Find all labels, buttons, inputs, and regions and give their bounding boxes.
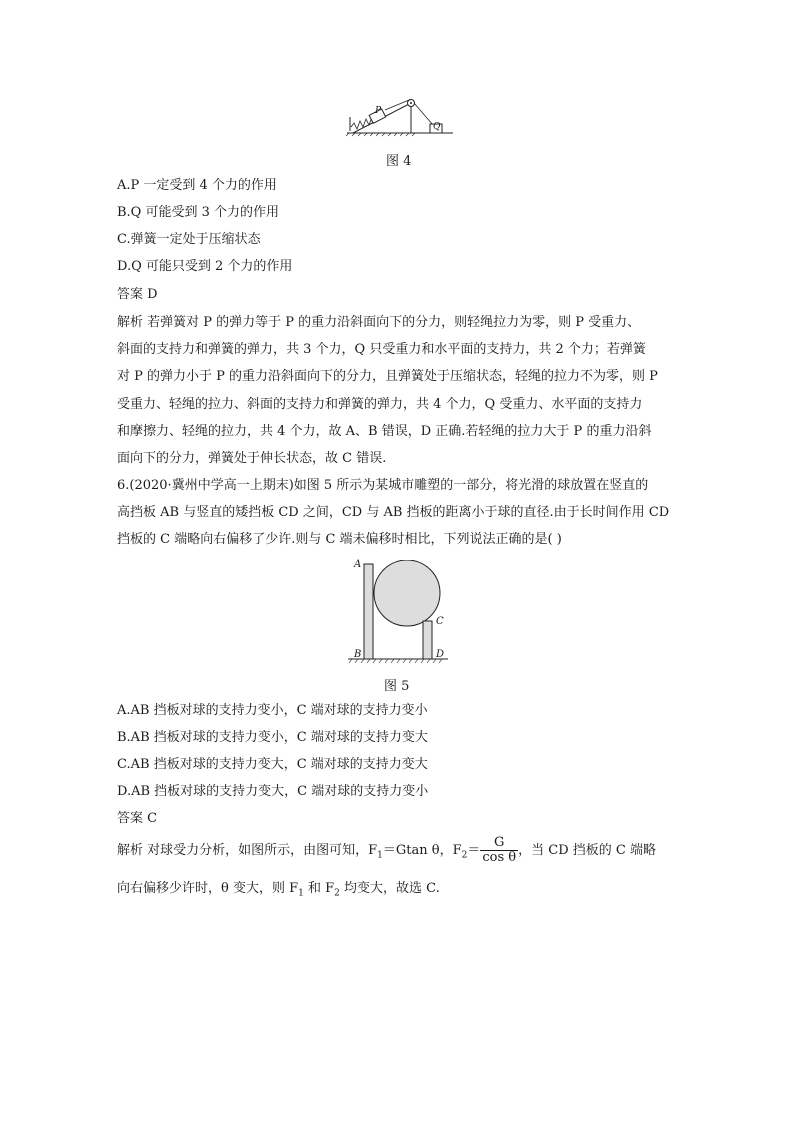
q6-analysis-line-1 <box>117 836 656 870</box>
q5-option-b: B.Q 可能受到 3 个力的作用 <box>117 205 280 220</box>
q6-analysis-line-2 <box>117 880 440 903</box>
fig5-label-a: A <box>354 559 362 570</box>
q5-option-c: C.弹簧一定处于压缩状态 <box>117 232 261 247</box>
q6-option-a: A.AB 挡板对球的支持力变小，C 端对球的支持力变小 <box>117 703 428 718</box>
fraction-g-over-cos-theta <box>480 836 518 865</box>
fraction-denominator: cos θ <box>482 850 517 865</box>
q6-stem-line-1: 6.(2020·冀州中学高一上期末)如图 5 所示为某城市雕塑的一部分，将光滑的球放置在竖直的 <box>117 478 649 493</box>
figure-4 <box>345 95 455 137</box>
q6-option-c: C.AB 挡板对球的支持力变大，C 端对球的支持力变大 <box>117 757 428 772</box>
q6-analysis-text-1b: ＝Gtan θ，F <box>382 843 462 858</box>
q6-analysis-sub-4: 2 <box>334 888 340 899</box>
q6-option-b: B.AB 挡板对球的支持力变小，C 端对球的支持力变大 <box>117 730 428 745</box>
q6-stem-line-2: 高挡板 AB 与竖直的矮挡板 CD 之间，CD 与 AB 挡板的距离小于球的直径.由于长时间作用 CD <box>117 505 670 520</box>
fraction-numerator: G <box>480 836 518 851</box>
q5-analysis-line-3: 对 P 的弹力小于 P 的重力沿斜面向下的分力，且弹簧处于压缩状态，轻绳的拉力不为零，则 P <box>117 369 658 384</box>
q6-option-d: D.AB 挡板对球的支持力变大，C 端对球的支持力变小 <box>117 784 429 799</box>
q6-analysis-text-1d: ，当 CD 挡板的 C 端略 <box>518 843 656 858</box>
q6-analysis-text-2a: 向右偏移少许时，θ 变大，则 F <box>117 881 299 896</box>
q5-option-a: A.P 一定受到 4 个力的作用 <box>117 178 277 193</box>
q5-analysis-line-2: 斜面的支持力和弹簧的弹力，共 3 个力，Q 只受重力和水平面的支持力，共 2 个力；若弹簧 <box>117 342 646 357</box>
q6-analysis-text-2b: 和 F <box>303 881 335 896</box>
q5-analysis-line-6: 面向下的分力，弹簧处于伸长状态，故 C 错误. <box>117 451 387 466</box>
fig5-label-c: C <box>436 616 444 627</box>
q6-analysis-text-1c: ＝ <box>467 843 481 858</box>
fig4-label-p: P <box>375 106 382 116</box>
fig5-label-d: D <box>436 649 445 660</box>
q6-analysis-text-2c: 均变大，故选 C. <box>339 881 440 896</box>
q6-analysis-text-1a: 解析 对球受力分析，如图所示，由图可知，F <box>117 843 378 858</box>
figure-5-caption: 图 5 <box>384 679 410 694</box>
figure-4-caption: 图 4 <box>386 154 412 169</box>
q5-analysis-line-1: 解析 若弹簧对 P 的弹力等于 P 的重力沿斜面向下的分力，则轻绳拉力为零，则 P 受重力、 <box>117 315 641 330</box>
figure-5 <box>340 560 455 666</box>
fig5-label-b: B <box>354 649 362 660</box>
q5-option-d: D.Q 可能只受到 2 个力的作用 <box>117 259 293 274</box>
fig4-label-q: Q <box>433 122 441 132</box>
q6-stem-line-3: 挡板的 C 端略向右偏移了少许.则与 C 端未偏移时相比，下列说法正确的是( ) <box>117 532 562 547</box>
q5-analysis-line-4: 受重力、轻绳的拉力、斜面的支持力和弹簧的弹力，共 4 个力，Q 受重力、水平面的支持力 <box>117 397 643 412</box>
q6-analysis-sub-3: 1 <box>298 888 304 899</box>
q6-analysis-sub-1: 1 <box>377 850 383 861</box>
q6-answer: 答案 C <box>117 811 158 826</box>
q6-analysis-sub-2: 2 <box>461 850 468 861</box>
q5-answer: 答案 D <box>117 287 158 302</box>
q5-analysis-line-5: 和摩擦力、轻绳的拉力，共 4 个力，故 A、B 错误，D 正确.若轻绳的拉力大于 P 的重力沿斜 <box>117 424 652 439</box>
